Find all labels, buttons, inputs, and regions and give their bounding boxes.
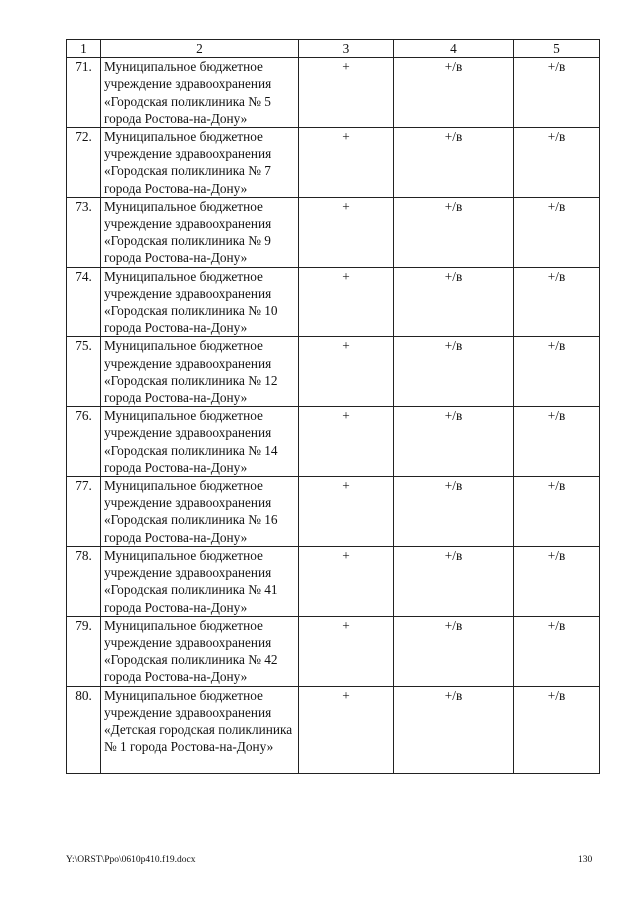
row-number: 73. <box>67 197 101 267</box>
column-number-2: 2 <box>101 40 299 58</box>
row-number: 75. <box>67 337 101 407</box>
table-row <box>67 128 600 198</box>
table-row <box>67 197 600 267</box>
column-3-mark: + <box>299 546 394 616</box>
column-3-mark: + <box>299 58 394 128</box>
column-5-mark: +/в <box>514 267 600 337</box>
column-3-mark: + <box>299 337 394 407</box>
institution-name: Муниципальное бюджетное учреждение здравоохранения «Городская поликлиника № 10 города Ростова-на-Дону» <box>101 267 299 337</box>
table-row <box>67 337 600 407</box>
row-number: 78. <box>67 546 101 616</box>
table-row <box>67 267 600 337</box>
column-4-mark: +/в <box>394 58 514 128</box>
column-4-mark: +/в <box>394 267 514 337</box>
column-3-mark: + <box>299 477 394 547</box>
institution-name: Муниципальное бюджетное учреждение здравоохранения «Детская городская поликлиника № 1 города Ростова-на-Дону» <box>101 686 299 773</box>
institution-name: Муниципальное бюджетное учреждение здравоохранения «Городская поликлиника № 12 города Ростова-на-Дону» <box>101 337 299 407</box>
table-row <box>67 546 600 616</box>
column-4-mark: +/в <box>394 197 514 267</box>
institution-name: Муниципальное бюджетное учреждение здравоохранения «Городская поликлиника № 42 города Ростова-на-Дону» <box>101 616 299 686</box>
column-5-mark: +/в <box>514 616 600 686</box>
column-3-mark: + <box>299 197 394 267</box>
table-row <box>67 477 600 547</box>
column-4-mark: +/в <box>394 616 514 686</box>
column-4-mark: +/в <box>394 477 514 547</box>
row-number: 71. <box>67 58 101 128</box>
institution-name: Муниципальное бюджетное учреждение здравоохранения «Городская поликлиника № 5 города Ростова-на-Дону» <box>101 58 299 128</box>
column-3-mark: + <box>299 616 394 686</box>
institution-name: Муниципальное бюджетное учреждение здравоохранения «Городская поликлиника № 41 города Ростова-на-Дону» <box>101 546 299 616</box>
table-header-row <box>67 40 600 58</box>
row-number: 76. <box>67 407 101 477</box>
document-table <box>66 39 600 774</box>
table-row <box>67 58 600 128</box>
column-5-mark: +/в <box>514 58 600 128</box>
column-5-mark: +/в <box>514 407 600 477</box>
row-number: 80. <box>67 686 101 773</box>
column-4-mark: +/в <box>394 546 514 616</box>
table-row <box>67 686 600 773</box>
column-5-mark: +/в <box>514 546 600 616</box>
column-5-mark: +/в <box>514 477 600 547</box>
column-5-mark: +/в <box>514 686 600 773</box>
column-5-mark: +/в <box>514 197 600 267</box>
row-number: 72. <box>67 128 101 198</box>
institution-name: Муниципальное бюджетное учреждение здравоохранения «Городская поликлиника № 14 города Ростова-на-Дону» <box>101 407 299 477</box>
column-number-4: 4 <box>394 40 514 58</box>
institution-name: Муниципальное бюджетное учреждение здравоохранения «Городская поликлиника № 16 города Ростова-на-Дону» <box>101 477 299 547</box>
column-number-1: 1 <box>67 40 101 58</box>
column-number-5: 5 <box>514 40 600 58</box>
column-4-mark: +/в <box>394 128 514 198</box>
column-3-mark: + <box>299 407 394 477</box>
institution-name: Муниципальное бюджетное учреждение здравоохранения «Городская поликлиника № 7 города Ростова-на-Дону» <box>101 128 299 198</box>
column-4-mark: +/в <box>394 337 514 407</box>
footer-page-number: 130 <box>578 855 593 865</box>
row-number: 79. <box>67 616 101 686</box>
column-5-mark: +/в <box>514 337 600 407</box>
column-5-mark: +/в <box>514 128 600 198</box>
column-3-mark: + <box>299 686 394 773</box>
column-4-mark: +/в <box>394 407 514 477</box>
table-row <box>67 616 600 686</box>
row-number: 77. <box>67 477 101 547</box>
column-3-mark: + <box>299 267 394 337</box>
footer-file-path: Y:\ORST\Ppo\0610p410.f19.docx <box>66 855 196 865</box>
column-number-3: 3 <box>299 40 394 58</box>
institution-name: Муниципальное бюджетное учреждение здравоохранения «Городская поликлиника № 9 города Ростова-на-Дону» <box>101 197 299 267</box>
row-number: 74. <box>67 267 101 337</box>
table-row <box>67 407 600 477</box>
column-4-mark: +/в <box>394 686 514 773</box>
column-3-mark: + <box>299 128 394 198</box>
